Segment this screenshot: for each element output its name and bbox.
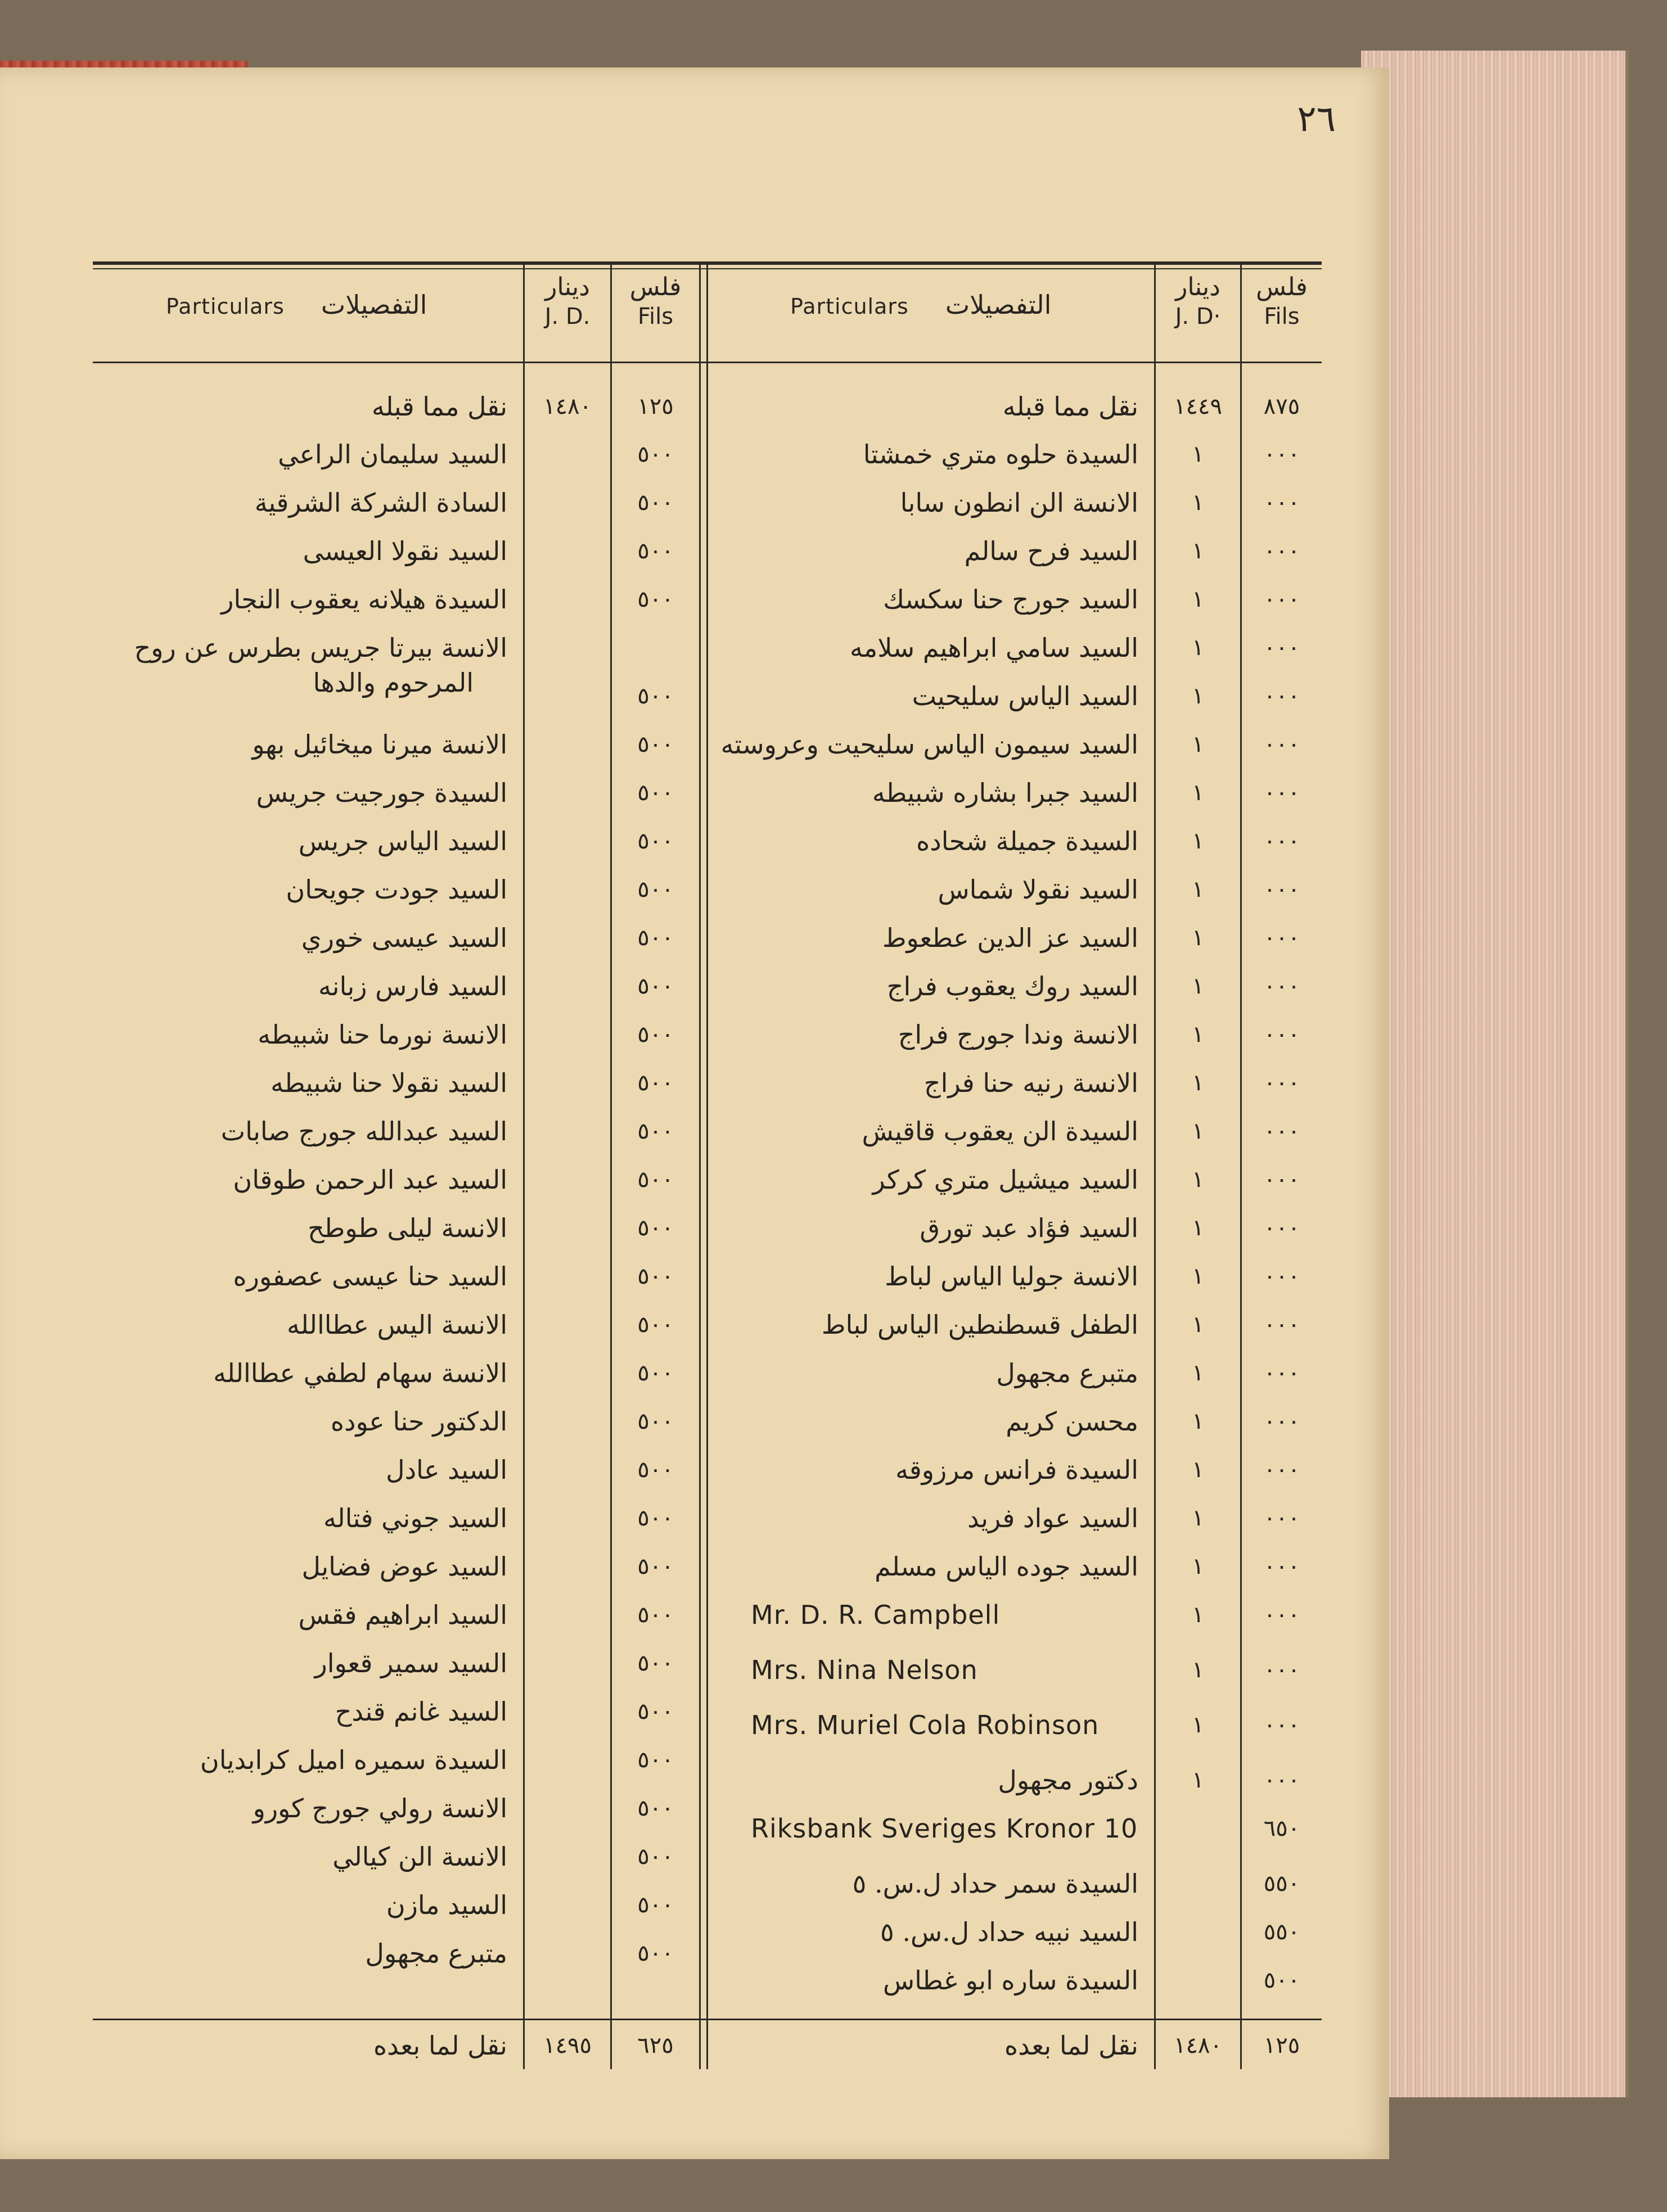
entry-fils: ٠٠٠ — [1263, 441, 1300, 467]
entry-name: الانسة ميرنا ميخائيل بهو — [252, 729, 507, 760]
entry-fils: ٥٠٠ — [637, 1263, 674, 1289]
entry-name: Mrs. Muriel Cola Robinson — [751, 1710, 1100, 1740]
dinar-ar: دينار — [1175, 273, 1220, 301]
entry-name: الانسة جوليا الياس لباط — [885, 1261, 1138, 1292]
entry-name: متبرع مجهول — [365, 1938, 507, 1969]
entry-dinar: ١ — [1192, 828, 1204, 854]
ledger-entry-row — [93, 1859, 1322, 1908]
entry-fils: ٦٢٥ — [637, 2033, 674, 2058]
entry-fils: ٠٠٠ — [1263, 1554, 1300, 1579]
entry-fils: ٠٠٠ — [1263, 1767, 1300, 1793]
entry-fils: ٥٠٠ — [637, 1360, 674, 1386]
ledger-entry-row — [93, 817, 1322, 865]
particulars-ar: التفصيلات — [945, 290, 1052, 320]
entry-fils: ٠٠٠ — [1263, 586, 1300, 612]
entry-name: السيد سيمون الياس سليحيت وعروسته — [720, 729, 1138, 760]
entry-fils: ٠٠٠ — [1263, 1263, 1300, 1289]
entry-fils: ٠٠٠ — [1263, 1312, 1300, 1338]
entry-fils: ٥٠٠ — [637, 1215, 674, 1241]
entry-name: السيد نبيه حداد ل.س. ٥ — [880, 1917, 1138, 1947]
page-number: ٢٦ — [1297, 98, 1336, 140]
entry-name: السيد جبرا بشاره شبيطه — [872, 778, 1138, 808]
entry-name: الانسة سهام لطفي عطاالله — [213, 1358, 507, 1388]
entry-fils: ٠٠٠ — [1263, 1167, 1300, 1193]
entry-fils: ٥٠٠ — [637, 925, 674, 951]
entry-fils: ٥٠٠ — [637, 973, 674, 999]
entry-fils: ٥٠٠ — [637, 1505, 674, 1531]
ledger-entry-row — [93, 1494, 1322, 1542]
ledger-entry-row — [93, 914, 1322, 962]
entry-name: السيد مازن — [386, 1890, 507, 1920]
entry-name: الانسة نورما حنا شبيطه — [258, 1019, 507, 1050]
entry-fils: ٥٠٠ — [637, 1554, 674, 1579]
ledger-entry-row — [93, 1204, 1322, 1252]
entry-name: السيد فارس زبانه — [318, 971, 507, 1001]
entry-name: السيدة سمر حداد ل.س. ٥ — [852, 1868, 1138, 1899]
entry-name: السيد عبدالله جورج صابات — [220, 1116, 507, 1146]
entry-name: السيد ميشيل متري كركر — [872, 1164, 1138, 1195]
entry-fils: ٠٠٠ — [1263, 925, 1300, 951]
entry-dinar: ١ — [1192, 586, 1204, 612]
ledger-entry-row — [93, 1701, 1322, 1749]
entry-dinar: ١ — [1192, 1602, 1204, 1628]
entry-name: السيدة جميلة شحاده — [916, 826, 1138, 856]
left-header-fils — [612, 273, 699, 329]
ledger-entry-row — [93, 1107, 1322, 1155]
entry-dinar: ١ — [1192, 1215, 1204, 1241]
entry-fils: ٥٠٠ — [637, 538, 674, 564]
ledger-table — [93, 261, 1322, 2069]
entry-fils: ٥٥٠ — [1263, 1871, 1300, 1897]
right-header-dinar — [1156, 273, 1240, 329]
ledger-entry-row — [93, 527, 1322, 575]
entry-fils: ٠٠٠ — [1263, 877, 1300, 902]
entry-dinar: ١ — [1192, 732, 1204, 757]
entry-fils: ١٢٥ — [1263, 2033, 1300, 2058]
ledger-entry-row — [93, 624, 1322, 672]
entry-fils: ٥٠٠ — [1263, 1967, 1300, 1993]
entry-dinar: ١ — [1192, 490, 1204, 516]
entry-name: السيدة هيلانه يعقوب النجار — [221, 584, 507, 615]
entry-name: الانسة وندا جورج فراج — [898, 1019, 1138, 1050]
entry-name: السيد نقولا العيسى — [303, 536, 507, 566]
entry-name: السيد فرح سالم — [964, 536, 1138, 566]
ledger-entry-row — [93, 1252, 1322, 1301]
entry-name: السيدة ساره ابو غطاس — [882, 1965, 1138, 1996]
entry-fils: ٥٠٠ — [637, 441, 674, 467]
entry-fils: ٠٠٠ — [1263, 973, 1300, 999]
entry-name: الدكتور حنا عوده — [330, 1406, 507, 1437]
entry-name: السيد سليمان الراعي — [278, 439, 507, 470]
right-header-particulars — [790, 290, 1051, 320]
entry-name: الانسة ليلى طوطح — [308, 1213, 507, 1243]
entry-dinar: ١ — [1192, 1409, 1204, 1434]
entry-fils: ٥٠٠ — [637, 1070, 674, 1096]
entry-dinar: ١ — [1192, 1118, 1204, 1144]
ledger-entry-row — [93, 1155, 1322, 1204]
entry-fils: ٠٠٠ — [1263, 490, 1300, 516]
entry-name: السيد سمير قعوار — [314, 1648, 507, 1678]
entry-name: السيدة جورجيت جريس — [256, 778, 507, 808]
entry-name: السادة الشركة الشرقية — [254, 487, 507, 518]
dinar-en: J. D. — [544, 304, 591, 329]
particulars-en: Particulars — [166, 294, 285, 319]
ledger-entry-row — [93, 1349, 1322, 1397]
entry-name: السيد عبد الرحمن طوقان — [233, 1164, 507, 1195]
entry-fils: ٥٠٠ — [637, 1940, 674, 1966]
entry-dinar: ١ — [1192, 1070, 1204, 1096]
ledger-entry-row — [93, 1010, 1322, 1059]
entry-name: السيدة سميره اميل كرابديان — [200, 1745, 507, 1775]
entry-name: السيد عيسى خوري — [301, 923, 507, 953]
entry-dinar: ١ — [1192, 635, 1204, 661]
entry-fils: ٠٠٠ — [1263, 1118, 1300, 1144]
entry-fils: ٠٠٠ — [1263, 1409, 1300, 1434]
entry-fils: ٠٠٠ — [1263, 1457, 1300, 1483]
entry-fils: ٥٠٠ — [637, 1118, 674, 1144]
ledger-entry-row — [93, 1301, 1322, 1349]
ledger-entry-row — [93, 430, 1322, 478]
entry-fils: ١٢٥ — [637, 394, 674, 419]
ledger-entry-row — [93, 672, 1322, 720]
entry-fils: ٥٠٠ — [637, 1457, 674, 1483]
entry-name: السيد نقولا شماس — [938, 874, 1138, 905]
particulars-ar: التفصيلات — [321, 290, 427, 320]
carried-forward-row — [93, 382, 1322, 431]
entry-dinar: ١ — [1192, 1505, 1204, 1531]
entry-name: نقل لما بعده — [373, 2030, 507, 2061]
entry-name: السيد فؤاد عبد تورق — [920, 1213, 1138, 1243]
entry-fils: ٥٠٠ — [637, 1747, 674, 1773]
ledger-entry-row — [93, 1446, 1322, 1494]
entry-name: السيد ابراهيم فقس — [298, 1600, 507, 1630]
entry-dinar: ١ — [1192, 1312, 1204, 1338]
entry-name: السيد حنا عيسى عصفوره — [233, 1261, 507, 1292]
entry-name: الطفل قسطنطين الياس لباط — [821, 1310, 1138, 1340]
entry-fils: ٠٠٠ — [1263, 1505, 1300, 1531]
entry-name: السيدة حلوه متري خمشتا — [863, 439, 1138, 470]
entry-dinar: ١ — [1192, 1767, 1204, 1793]
entry-fils: ٥٠٠ — [637, 732, 674, 757]
fils-ar: فلس — [629, 273, 682, 301]
entry-name: دكتور مجهول — [998, 1765, 1138, 1795]
entry-fils: ٠٠٠ — [1263, 538, 1300, 564]
entry-fils: ٥٠٠ — [637, 683, 674, 709]
ledger-entry-row — [93, 769, 1322, 817]
ledger-entry-row — [93, 720, 1322, 769]
entry-fils: ٥٠٠ — [637, 780, 674, 806]
page-edges — [1361, 51, 1629, 2097]
entry-fils: ٥٠٠ — [637, 877, 674, 902]
left-header-particulars — [166, 290, 427, 320]
entry-name: السيد روك يعقوب فراج — [886, 971, 1138, 1001]
entry-dinar: ١ — [1192, 1657, 1204, 1683]
entry-name: السيد عواد فريد — [967, 1503, 1138, 1533]
entry-name: السيد الياس جريس — [298, 826, 507, 856]
entry-dinar: ١٤٨٠ — [543, 394, 592, 419]
entry-fils: ٥٥٠ — [1263, 1919, 1300, 1945]
entry-name: Mr. D. R. Campbell — [751, 1600, 1001, 1630]
entry-dinar: ١ — [1192, 1554, 1204, 1579]
ledger-entry-row — [93, 1804, 1322, 1853]
ledger-entry-row — [93, 1756, 1322, 1804]
entry-dinar: ١ — [1192, 538, 1204, 564]
left-header-dinar — [525, 273, 610, 329]
ledger-entry-row — [93, 1059, 1322, 1107]
entry-dinar: ١ — [1192, 441, 1204, 467]
entry-name-line-2: المرحوم والدها — [313, 667, 474, 698]
entry-fils: ٥٠٠ — [637, 1312, 674, 1338]
entry-name: نقل مما قبله — [1002, 391, 1138, 422]
entry-fils: ٥٠٠ — [637, 1022, 674, 1048]
entry-fils: ٠٠٠ — [1263, 1712, 1300, 1738]
entry-name: السيدة الن يعقوب قاقيش — [862, 1116, 1138, 1146]
ledger-entry-row — [93, 1646, 1322, 1694]
ledger-entry-row — [93, 1908, 1322, 1956]
entry-name: الانسة الن انطون سابا — [900, 487, 1138, 518]
entry-name: نقل لما بعده — [1004, 2030, 1138, 2061]
ledger-entry-row — [93, 865, 1322, 914]
entry-fils: ٠٠٠ — [1263, 780, 1300, 806]
carried-over-row — [93, 2021, 1322, 2070]
entry-name: السيدة فرانس مرزوقه — [895, 1455, 1138, 1485]
entry-dinar: ١٤٤٩ — [1174, 394, 1222, 419]
entry-name: السيد غانم قندح — [335, 1696, 507, 1727]
entry-dinar: ١ — [1192, 1167, 1204, 1193]
fils-ar: فلس — [1256, 273, 1308, 301]
entry-name: السيد جورج حنا سكسك — [883, 584, 1138, 615]
entry-name: Riksbank Sveriges Kronor 10 — [751, 1813, 1138, 1844]
entry-dinar: ١ — [1192, 1457, 1204, 1483]
entry-dinar: ١ — [1192, 925, 1204, 951]
entry-fils: ٥٠٠ — [637, 1892, 674, 1918]
entry-fils: ٥٠٠ — [637, 1650, 674, 1676]
entry-name: السيد جوده الياس مسلم — [875, 1551, 1138, 1582]
entry-fils: ٥٠٠ — [637, 1795, 674, 1821]
entry-fils: ٨٧٥ — [1263, 394, 1300, 419]
ledger-entry-row — [93, 575, 1322, 624]
entry-name: السيد عادل — [386, 1455, 507, 1485]
entry-fils: ٥٠٠ — [637, 1409, 674, 1434]
ledger-entry-row — [93, 478, 1322, 527]
entry-name: السيد نقولا حنا شبيطه — [271, 1068, 507, 1098]
entry-name: Mrs. Nina Nelson — [751, 1655, 978, 1685]
entry-name: السيد عز الدين عطعوط — [882, 923, 1138, 953]
fils-en: Fils — [637, 304, 674, 329]
entry-dinar: ١ — [1192, 1263, 1204, 1289]
entry-fils: ٥٠٠ — [637, 490, 674, 516]
ledger-entry-row — [93, 1591, 1322, 1639]
entry-fils: ٠٠٠ — [1263, 1360, 1300, 1386]
entry-fils: ٥٠٠ — [637, 828, 674, 854]
entry-dinar: ١ — [1192, 1022, 1204, 1048]
entry-dinar: ١ — [1192, 973, 1204, 999]
entry-fils: ٠٠٠ — [1263, 828, 1300, 854]
entry-fils: ٠٠٠ — [1263, 683, 1300, 709]
entry-name: الانسة اليس عطاالله — [287, 1310, 507, 1340]
fils-en: Fils — [1264, 304, 1300, 329]
dinar-en: J. D· — [1175, 304, 1221, 329]
ledger-entry-row — [93, 1542, 1322, 1591]
particulars-en: Particulars — [790, 294, 909, 319]
entry-name: السيد جوني فتاله — [323, 1503, 507, 1533]
entry-fils: ٥٠٠ — [637, 1699, 674, 1725]
ledger-entry-row — [93, 1397, 1322, 1446]
entry-name: نقل مما قبله — [371, 391, 507, 422]
entry-name-line-1: الانسة بيرتا جريس بطرس عن روح — [134, 633, 507, 663]
ledger-entry-row — [93, 962, 1322, 1010]
entry-dinar: ١٤٩٥ — [543, 2033, 592, 2058]
entry-name: الانسة رنيه حنا فراج — [923, 1068, 1138, 1098]
entry-name: متبرع مجهول — [996, 1358, 1138, 1388]
entry-fils: ٥٠٠ — [637, 1602, 674, 1628]
entry-fils: ٥٠٠ — [637, 1844, 674, 1870]
entry-fils: ٠٠٠ — [1263, 635, 1300, 661]
entry-fils: ٠٠٠ — [1263, 1070, 1300, 1096]
entry-fils: ٠٠٠ — [1263, 1215, 1300, 1241]
entry-fils: ٠٠٠ — [1263, 1602, 1300, 1628]
entry-dinar: ١ — [1192, 877, 1204, 902]
entry-name: السيد جودت جويحان — [286, 874, 507, 905]
entry-name: السيد عوض فضايل — [301, 1551, 507, 1582]
entry-name: السيد سامي ابراهيم سلامه — [849, 633, 1138, 663]
entry-dinar: ١ — [1192, 683, 1204, 709]
entry-dinar: ١ — [1192, 1360, 1204, 1386]
entry-fils: ٥٠٠ — [637, 1167, 674, 1193]
entry-name: محسن كريم — [1006, 1406, 1138, 1437]
entry-dinar: ١ — [1192, 1712, 1204, 1738]
ledger-entry-row — [93, 1956, 1322, 2005]
entry-dinar: ١٤٨٠ — [1174, 2033, 1222, 2058]
entry-name: الانسة رولي جورج كورو — [253, 1793, 507, 1823]
entry-fils: ٥٠٠ — [637, 586, 674, 612]
entry-dinar: ١ — [1192, 780, 1204, 806]
entry-fils: ٦٥٠ — [1263, 1816, 1300, 1841]
entry-name: الانسة الن كيالي — [332, 1841, 507, 1872]
entry-name: السيد الياس سليحيت — [912, 681, 1138, 711]
dinar-ar: دينار — [545, 273, 590, 301]
right-header-fils — [1242, 273, 1322, 329]
entry-fils: ٠٠٠ — [1263, 732, 1300, 757]
entry-fils: ٠٠٠ — [1263, 1022, 1300, 1048]
entry-fils: ٠٠٠ — [1263, 1657, 1300, 1683]
